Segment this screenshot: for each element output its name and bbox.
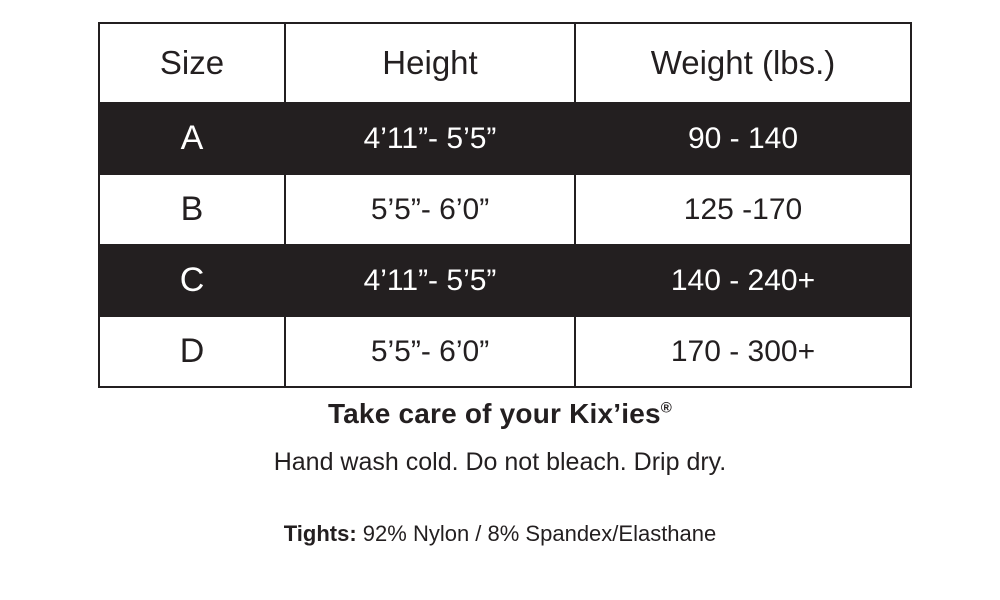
care-section — [0, 398, 1000, 547]
size-table-container — [98, 22, 910, 388]
cell-height: 4’11”- 5’5” — [285, 245, 575, 316]
table-header — [99, 23, 911, 103]
cell-size: B — [99, 174, 285, 245]
column-header-height: Height — [285, 23, 575, 103]
column-header-size: Size — [99, 23, 285, 103]
cell-height: 5’5”- 6’0” — [285, 316, 575, 387]
registered-trademark-mark: ® — [660, 399, 673, 417]
table-row — [99, 174, 911, 245]
cell-size: D — [99, 316, 285, 387]
cell-size: A — [99, 103, 285, 174]
table-body — [99, 103, 911, 387]
cell-weight: 140 - 240+ — [575, 245, 911, 316]
cell-weight: 170 - 300+ — [575, 316, 911, 387]
cell-weight: 90 - 140 — [575, 103, 911, 174]
cell-height: 5’5”- 6’0” — [285, 174, 575, 245]
care-title — [0, 398, 1000, 430]
care-title-text: Take care of your Kix’ies — [327, 398, 661, 429]
table-row — [99, 103, 911, 174]
cell-height: 4’11”- 5’5” — [285, 103, 575, 174]
composition-value: 92% Nylon / 8% Spandex/Elasthane — [362, 521, 717, 546]
table-row — [99, 245, 911, 316]
table-header-row — [99, 23, 911, 103]
cell-weight: 125 -170 — [575, 174, 911, 245]
care-instructions: Hand wash cold. Do not bleach. Drip dry. — [273, 448, 727, 476]
composition-line — [0, 521, 1000, 547]
cell-size: C — [99, 245, 285, 316]
size-table — [98, 22, 912, 388]
composition-label: Tights: — [283, 521, 357, 546]
column-header-weight: Weight (lbs.) — [575, 23, 911, 103]
table-row — [99, 316, 911, 387]
